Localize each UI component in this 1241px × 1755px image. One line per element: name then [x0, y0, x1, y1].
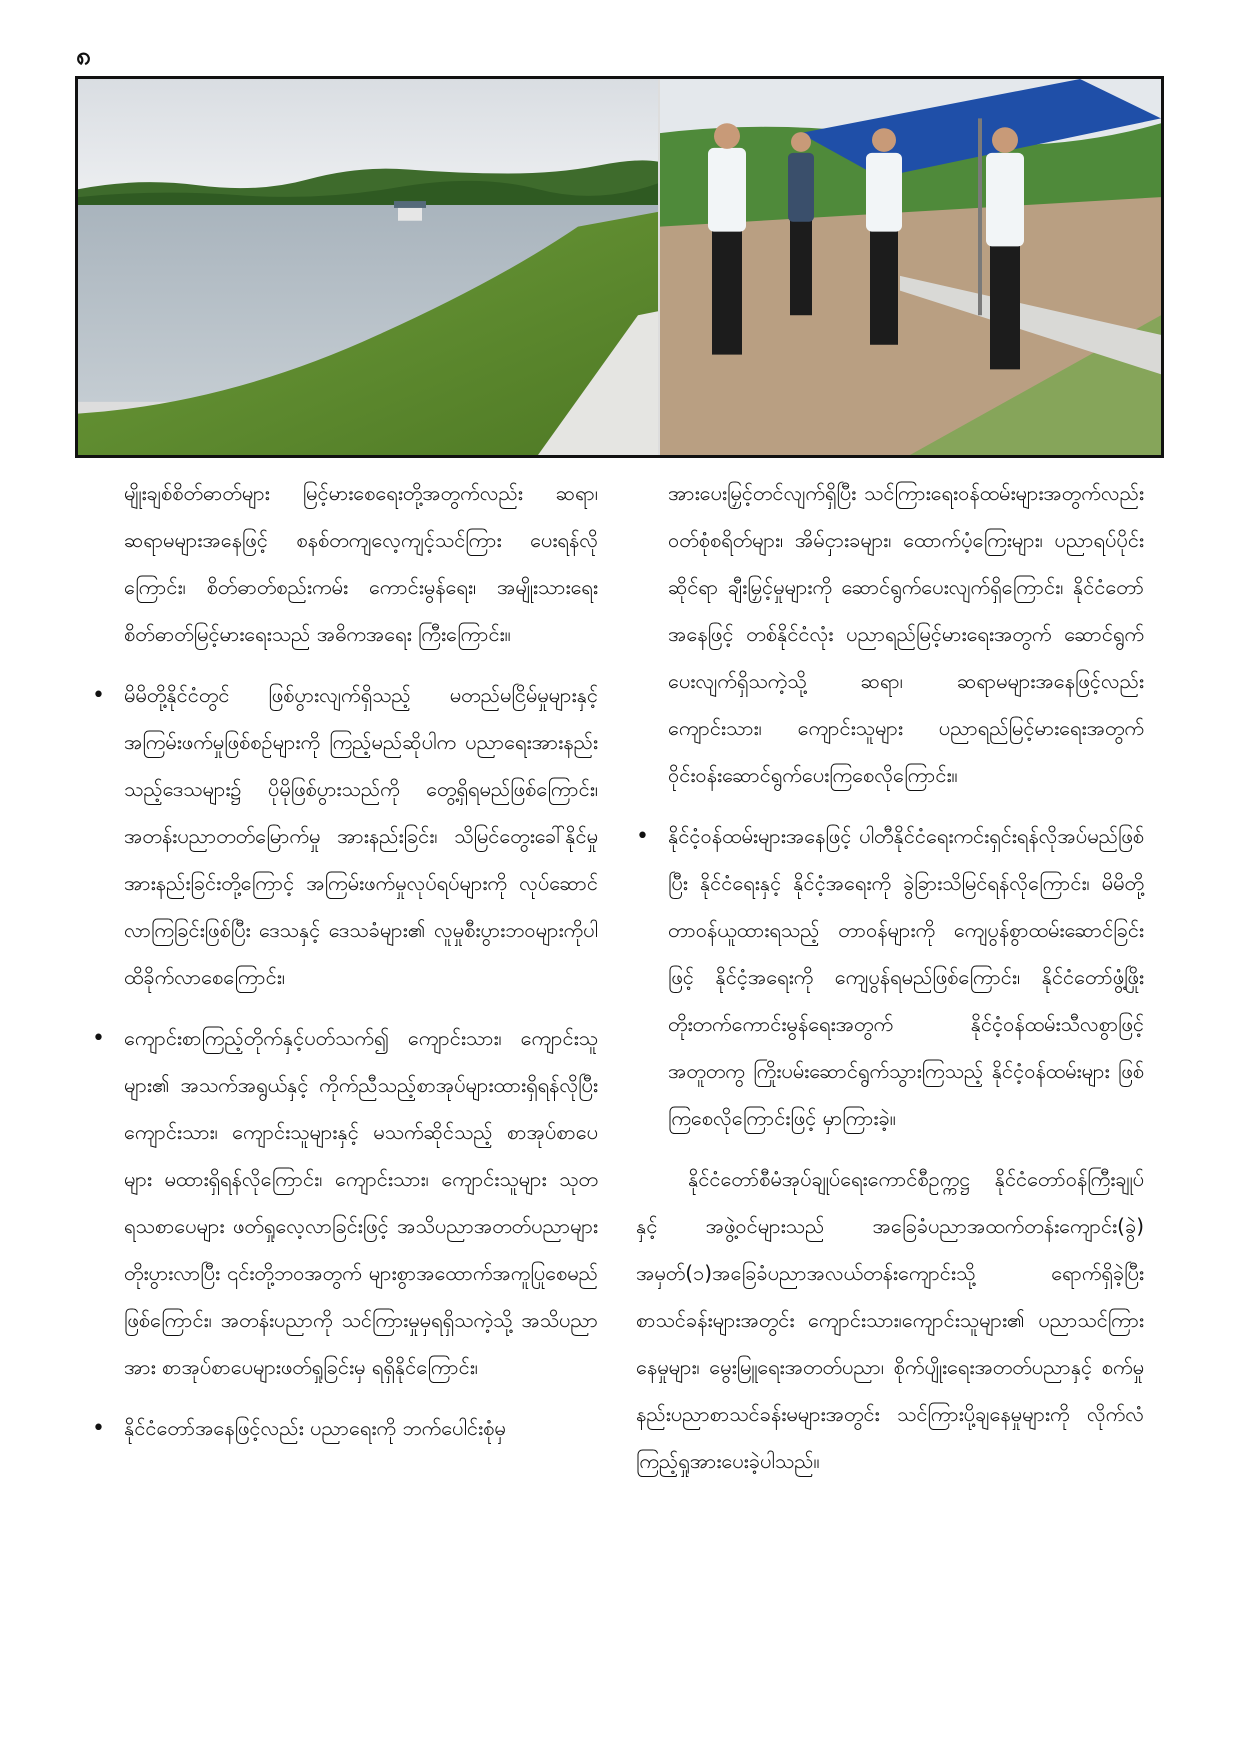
officials-inspection-photo	[660, 79, 1161, 455]
left-continuation-paragraph: မျိုးချစ်စိတ်ဓာတ်များ မြင့်မားစေရေးတို့အတွက်လည်း ဆရာ၊ ဆရာမများအနေဖြင့် စနစ်တကျလေ့ကျင့်သင်ကြား ပေးရန်လိုကြောင်း၊ စိတ်ဓာတ်စည်းကမ်း ကောင်းမွန်ရေး၊ အမျိုးသားရေးစိတ်ဓာတ်မြင့်မားရေးသည် အဓိကအရေး ကြီးကြောင်း။	[124, 481, 598, 646]
left-bullet-list	[92, 672, 598, 1452]
page-number: ၈	[76, 41, 91, 71]
bullet-item: • မိမိတို့နိုင်ငံတွင် ဖြစ်ပွားလျက်ရှိသည့် မတည်မငြိမ်မှုများနှင့် အကြမ်းဖက်မှုဖြစ်စဉ်များကို ကြည့်မည်ဆိုပါက ပညာရေးအားနည်းသည့်ဒေသများ၌ ပိုမိုဖြစ်ပွားသည်ကို တွေ့ရှိရမည်ဖြစ်ကြောင်း၊ အတန်းပညာတတ်မြောက်မှု အားနည်းခြင်း၊ သိမြင်တွေးခေါ်နိုင်မှုအားနည်းခြင်းတို့ကြောင့် အကြမ်းဖက်မှုလုပ်ရပ်များကို လုပ်ဆောင်လာကြခြင်းဖြစ်ပြီး ဒေသနှင့် ဒေသခံများ၏ လူမှုစီးပွားဘဝများကိုပါ ထိခိုက်လာစေကြောင်း၊	[92, 672, 598, 1001]
right-column	[636, 470, 1144, 1485]
left-column	[92, 470, 598, 1452]
bullet-item: • နိုင်ငံတော်အနေဖြင့်လည်း ပညာရေးကို ဘက်ပေါင်းစုံမှ	[92, 1405, 598, 1452]
bullet-item: • ကျောင်းစာကြည့်တိုက်နှင့်ပတ်သက်၍ ကျောင်းသား၊ ကျောင်းသူများ၏ အသက်အရွယ်နှင့် ကိုက်ညီသည့်စာအုပ်များထားရှိရန်လိုပြီး ကျောင်းသား၊ ကျောင်းသူများနှင့် မသက်ဆိုင်သည့် စာအုပ်စာပေများ မထားရှိရန်လိုကြောင်း၊ ကျောင်းသား၊ ကျောင်းသူများ သုတရသစာပေများ ဖတ်ရှုလေ့လာခြင်းဖြင့် အသိပညာအတတ်ပညာများ တိုးပွားလာပြီး ၎င်းတို့ဘဝအတွက် များစွာအထောက်အကူပြုစေမည်ဖြစ်ကြောင်း၊ အတန်းပညာကို သင်ကြားမှုမှရရှိသကဲ့သို့ အသိပညာအား စာအုပ်စာပေများဖတ်ရှုခြင်းမှ ရရှိနိုင်ကြောင်း၊	[92, 1015, 598, 1391]
photo-banner	[75, 76, 1164, 458]
reservoir-photo	[78, 79, 658, 455]
bullet-item: • နိုင်ငံ့ဝန်ထမ်းများအနေဖြင့် ပါတီနိုင်ငံရေးကင်းရှင်းရန်လိုအပ်မည်ဖြစ်ပြီး နိုင်ငံရေးနှင့် နိုင်ငံ့အရေးကို ခွဲခြားသိမြင်ရန်လိုကြောင်း၊ မိမိတို့တာဝန်ယူထားရသည့် တာဝန်များကို ကျေပွန်စွာထမ်းဆောင်ခြင်းဖြင့် နိုင်ငံ့အရေးကို ကျေပွန်ရမည်ဖြစ်ကြောင်း၊ နိုင်ငံတော်ဖွံ့ဖြိုးတိုးတက်ကောင်းမွန်ရေးအတွက် နိုင်ငံ့ဝန်ထမ်းသီလစွာဖြင့် အတူတကွ ကြိုးပမ်းဆောင်ရွက်သွားကြသည့် နိုင်ငံ့ဝန်ထမ်းများ ဖြစ်ကြစေလိုကြောင်းဖြင့် မှာကြားခဲ့။	[636, 813, 1144, 1142]
right-continuation-paragraph: အားပေးမြှင့်တင်လျက်ရှိပြီး သင်ကြားရေးဝန်ထမ်းများအတွက်လည်း ဝတ်စုံစရိတ်များ၊ အိမ်ငှားခများ၊ ထောက်ပံ့ကြေးများ၊ ပညာရပ်ပိုင်းဆိုင်ရာ ချီးမြှင့်မှုများကို ဆောင်ရွက်ပေးလျက်ရှိကြောင်း၊ နိုင်ငံတော်အနေဖြင့် တစ်နိုင်ငံလုံး ပညာရည်မြင့်မားရေးအတွက် ဆောင်ရွက်ပေးလျက်ရှိသကဲ့သို့ ဆရာ၊ ဆရာမများအနေဖြင့်လည်း ကျောင်းသား၊ ကျောင်းသူများ ပညာရည်မြင့်မားရေးအတွက် ဝိုင်းဝန်းဆောင်ရွက်ပေးကြစေလိုကြောင်း။	[668, 481, 1144, 787]
right-bullet-list	[636, 813, 1144, 1142]
closing-paragraph: နိုင်ငံတော်စီမံအုပ်ချုပ်ရေးကောင်စီဥက္ကဋ္ဌ နိုင်ငံတော်ဝန်ကြီးချုပ်နှင့် အဖွဲ့ဝင်များသည် အခြေခံပညာအထက်တန်းကျောင်း(ခွဲ) အမှတ်(၁)အခြေခံပညာအလယ်တန်းကျောင်းသို့ ရောက်ရှိခဲ့ပြီး စာသင်ခန်းများအတွင်း ကျောင်းသား၊ကျောင်းသူများ၏ ပညာသင်ကြားနေမှုများ၊ မွေးမြူရေးအတတ်ပညာ၊ စိုက်ပျိုးရေးအတတ်ပညာနှင့် စက်မှုနည်းပညာစာသင်ခန်းမများအတွင်း သင်ကြားပို့ချနေမှုများကို လိုက်လံကြည့်ရှုအားပေးခဲ့ပါသည်။	[636, 1167, 1144, 1473]
